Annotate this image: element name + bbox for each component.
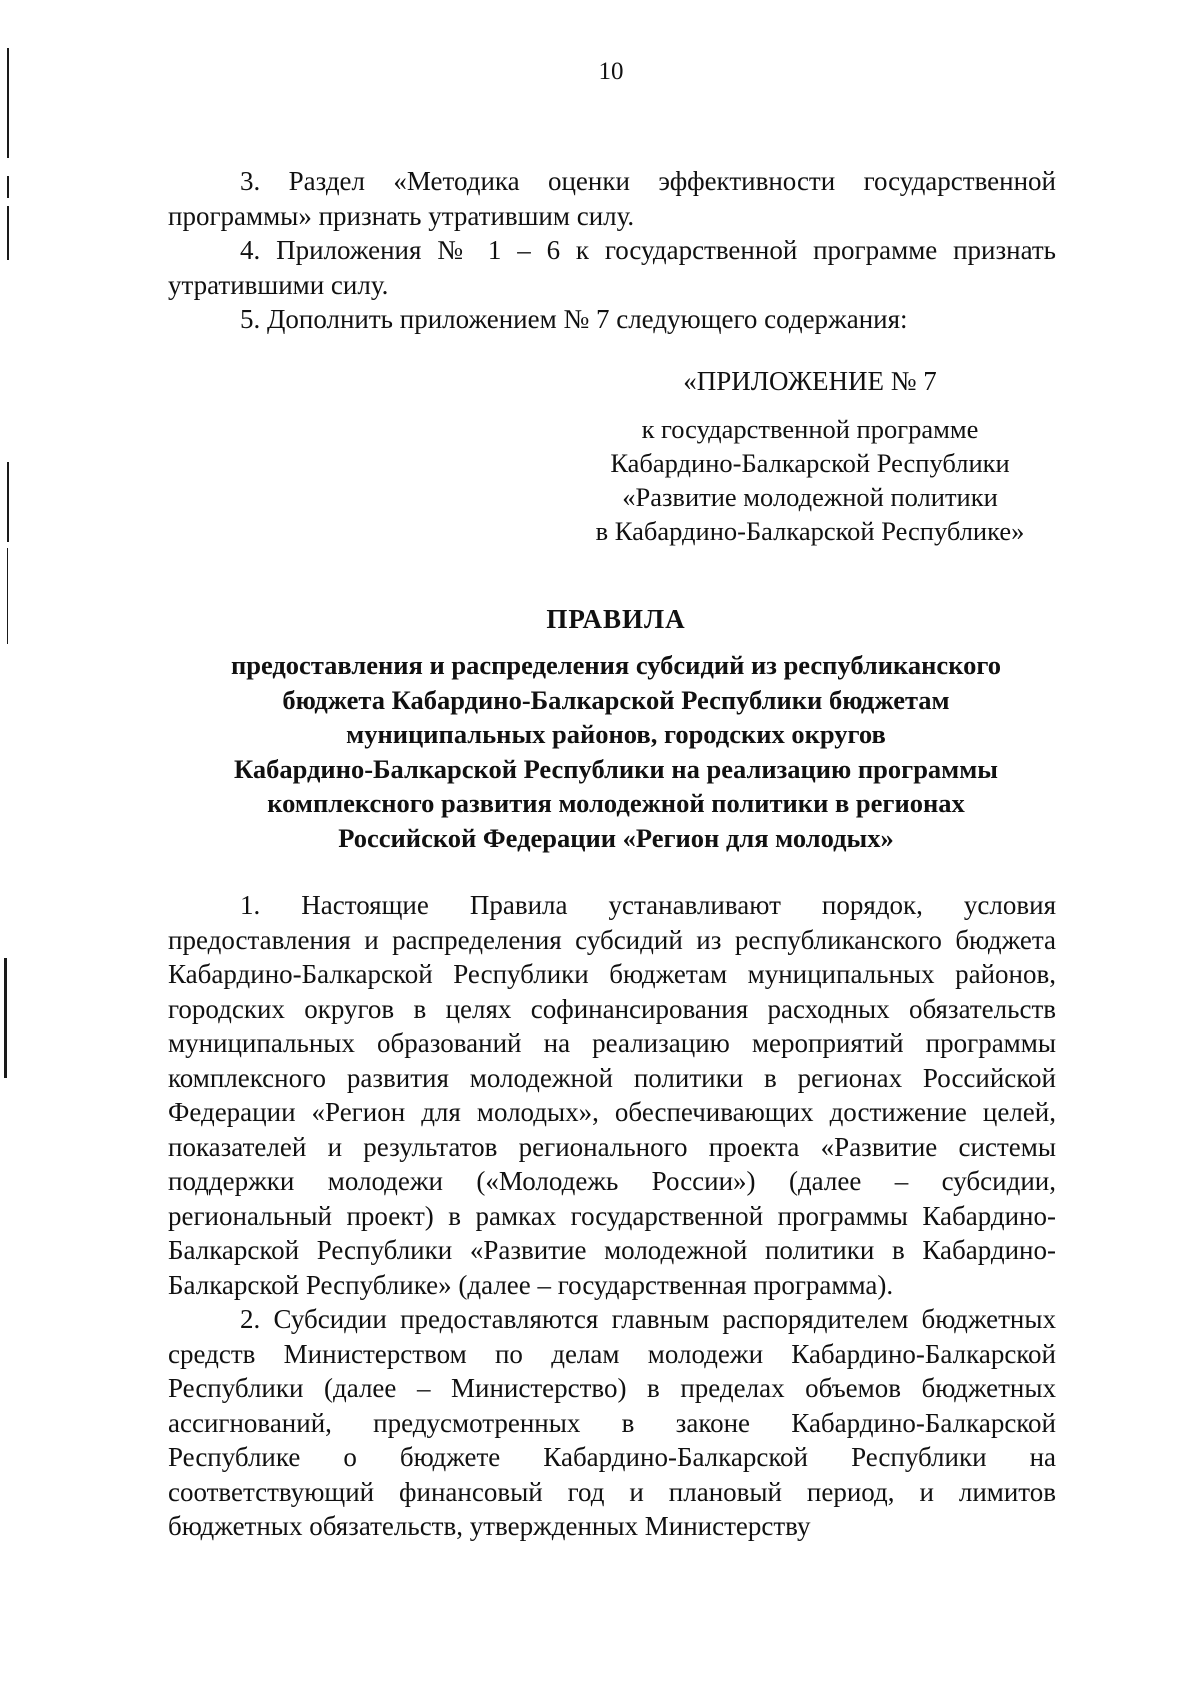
appendix-line: к государственной программе: [641, 414, 979, 444]
scan-edge-mark: [7, 176, 9, 198]
scan-edge-mark: [7, 206, 9, 260]
paragraph-5: 5. Дополнить приложением № 7 следующего содержания:: [240, 304, 908, 334]
rules-subtitle-line: бюджета Кабардино-Балкарской Республики бюджетам: [282, 684, 950, 715]
appendix-line: «Развитие молодежной политики: [622, 482, 998, 512]
appendix-line: Кабардино-Балкарской Республики: [610, 448, 1010, 478]
paragraph-4: 4. Приложения № 1 – 6 к государственной программе признать утратившими силу.: [168, 235, 1056, 300]
scan-edge-mark: [7, 548, 8, 644]
appendix-header: [520, 364, 1100, 548]
scan-edge-mark: [7, 462, 9, 542]
rules-paragraph-2: 2. Субсидии предоставляются главным распорядителем бюджетных средств Министерством по делам молодежи Кабардино-Балкарской Республики (далее – Министерство) в пределах объемов бюджетных ассигнований, предусмотренных в законе Кабардино-Балкарской Республике о бюджете Кабардино-Балкарской Республики на соответствующий финансовый год и плановый период, и лимитов бюджетных обязательств, утвержденных Министерству: [168, 1304, 1056, 1541]
rules-subtitle-line: комплексного развития молодежной политики в регионах: [267, 788, 965, 818]
rules-subtitle-line: муниципальных районов, городских округов: [346, 719, 886, 749]
appendix-line: в Кабардино-Балкарской Республике»: [595, 516, 1025, 546]
rules-subtitle-line: Российской Федерации «Регион для молодых»: [338, 822, 894, 853]
rules-subtitle-line: предоставления и распределения субсидий из республиканского: [230, 650, 1001, 680]
paragraph-3: 3. Раздел «Методика оценки эффективности государственной программы» признать утратившим силу.: [168, 166, 1056, 231]
rules-paragraph-1: 1. Настоящие Правила устанавливают порядок, условия предоставления и распределения субсидий из республиканского бюджета Кабардино-Балкарской Республики бюджетам муниципальных районов, городских округов в целях софинансирования расходных обязательств муниципальных образований на реализацию мероприятий программы комплексного развития молодежной политики в регионах Российской Федерации «Регион для молодых», обеспечивающих достижение целей, показателей и результатов регионального проекта «Развитие системы поддержки молодежи («Молодежь России») (далее – субсидии, региональный проект) в рамках государственной программы Кабардино-Балкарской Республики «Развитие молодежной политики в Кабардино-Балкарской Республике» (далее – государственная программа).: [168, 890, 1056, 1300]
rules-subtitle: [150, 648, 1082, 855]
page-number: 10: [598, 58, 624, 85]
scan-edge-mark: [4, 958, 7, 1078]
rules-title: ПРАВИЛА: [546, 604, 686, 634]
appendix-heading: «ПРИЛОЖЕНИЕ № 7: [683, 366, 937, 396]
rules-subtitle-line: Кабардино-Балкарской Республики на реализацию программы: [234, 753, 998, 784]
